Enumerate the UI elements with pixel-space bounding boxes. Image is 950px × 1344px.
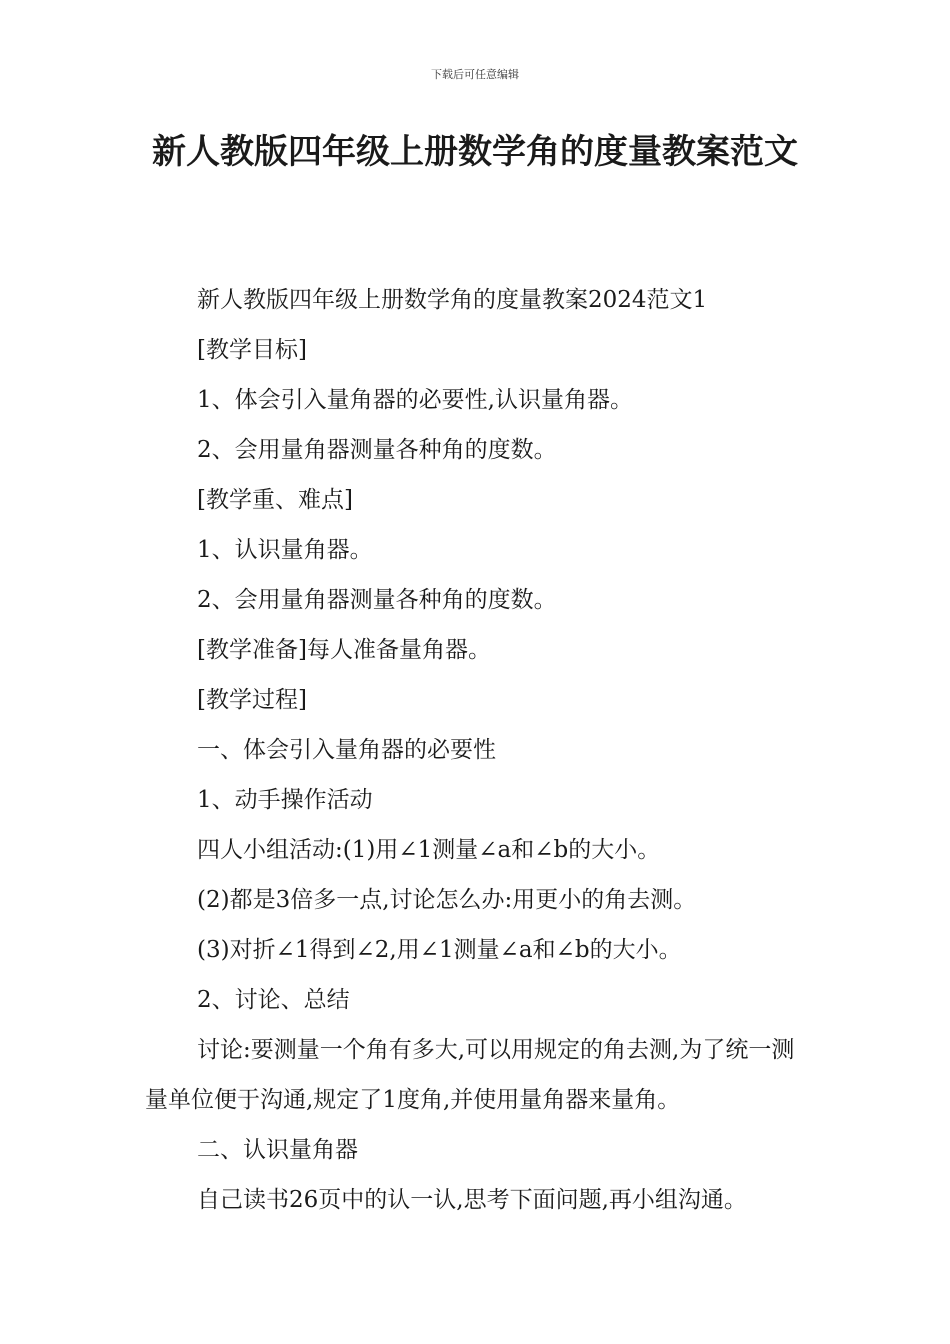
paragraph: 2、会用量角器测量各种角的度数。 (197, 437, 557, 463)
paragraph-section-process: [教学过程] (197, 687, 307, 713)
paragraph: (3)对折∠1得到∠2,用∠1测量∠a和∠b的大小。 (197, 937, 682, 963)
paragraph: 自己读书26页中的认一认,思考下面问题,再小组沟通。 (197, 1187, 747, 1213)
paragraph: 1、体会引入量角器的必要性,认识量角器。 (197, 387, 633, 413)
paragraph: (2)都是3倍多一点,讨论怎么办:用更小的角去测。 (197, 887, 697, 913)
paragraph: 2、讨论、总结 (197, 987, 350, 1013)
paragraph-heading: 一、体会引入量角器的必要性 (197, 737, 496, 763)
paragraph: 四人小组活动:(1)用∠1测量∠a和∠b的大小。 (197, 837, 661, 863)
paragraph-heading: 二、认识量角器 (197, 1137, 358, 1163)
paragraph: 讨论:要测量一个角有多大,可以用规定的角去测,为了统一测量单位便于沟通,规定了1度角,并使用量角器来量角。 (145, 1037, 795, 1113)
header-note: 下载后可任意编辑 (431, 68, 519, 81)
paragraph-section-key-points: [教学重、难点] (197, 487, 353, 513)
document-body (145, 275, 813, 1225)
paragraph: 1、认识量角器。 (197, 537, 373, 563)
paragraph: 1、动手操作活动 (197, 787, 373, 813)
paragraph: 2、会用量角器测量各种角的度数。 (197, 587, 557, 613)
paragraph-section-preparation: [教学准备]每人准备量角器。 (197, 637, 491, 663)
document-title: 新人教版四年级上册数学角的度量教案范文 (152, 132, 798, 172)
paragraph-section-objectives: [教学目标] (197, 337, 307, 363)
paragraph-subtitle: 新人教版四年级上册数学角的度量教案2024范文1 (197, 287, 708, 313)
